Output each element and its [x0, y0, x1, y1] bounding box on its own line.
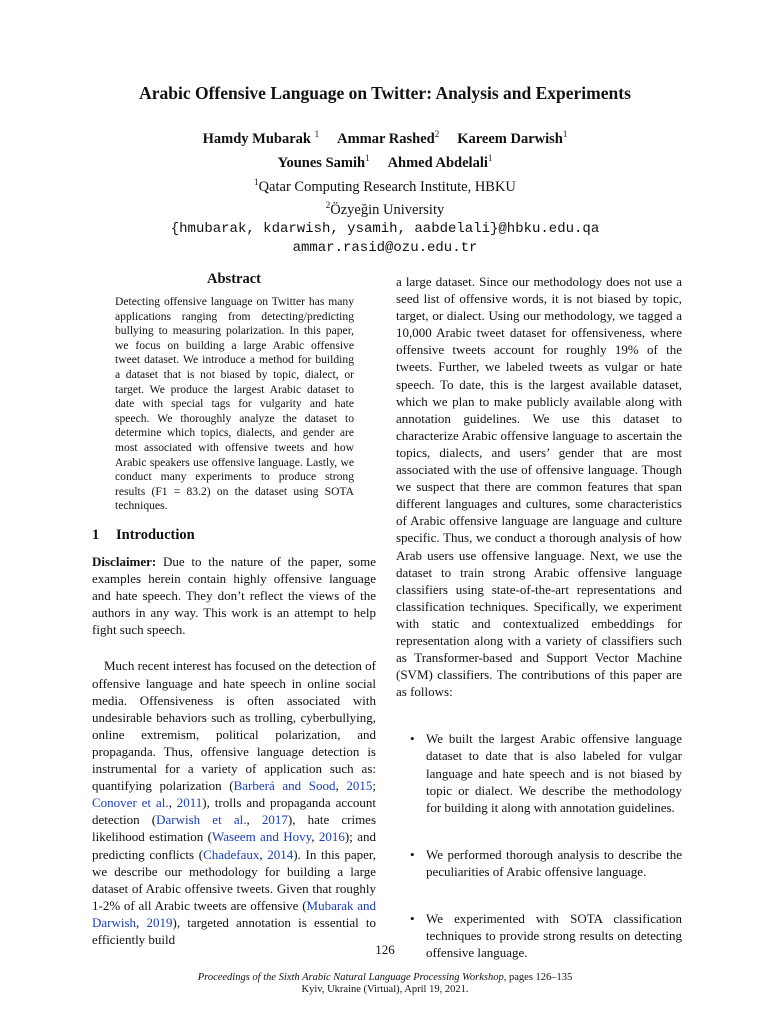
- author-name: Kareem Darwish: [457, 130, 563, 147]
- venue-title: Proceedings of the Sixth Arabic Natural Language Processing Workshop: [197, 972, 504, 983]
- venue-pages: , pages 126–135: [503, 972, 573, 983]
- paragraph-text: ). In this paper, we describe our methodology for building a large dataset of Arabic offensive tweets. Given that roughly 1-2% of all Arabic tweets are offensive (: [92, 846, 376, 913]
- list-item-text: We experimented with SOTA classification techniques to provide strong results on detecting offensive language.: [426, 911, 682, 961]
- list-item: [396, 846, 682, 880]
- author-name: Ahmed Abdelali: [387, 154, 488, 171]
- author-name: Younes Samih: [277, 154, 366, 171]
- affiliation-mark: 1: [254, 176, 259, 187]
- list-item-text: We built the largest Arabic offensive language dataset to date that is also labeled for vulgar language and hate speech and is not biased by topic or dialect. We describe the methodology for building it along with annotation guidelines.: [426, 731, 682, 815]
- paragraph-text: ,: [335, 778, 347, 794]
- email-line-1: {hmubarak, kdarwish, ysamih, aabdelali}@hbku.edu.qa: [170, 221, 600, 238]
- disclaimer-paragraph: [92, 553, 376, 638]
- paragraph-text: ,: [136, 914, 147, 930]
- author-name: Ammar Rashed: [337, 130, 435, 147]
- footer-line-1: [0, 972, 770, 984]
- email-line-2: ammar.rasid@ozu.edu.tr: [292, 240, 478, 257]
- bullet-icon: •: [410, 911, 415, 926]
- citation-link[interactable]: Barberá and Sood: [233, 778, 336, 794]
- affiliation-mark: 1: [365, 152, 370, 163]
- list-item: [396, 730, 682, 815]
- disclaimer-label: Disclaimer:: [92, 554, 157, 569]
- paragraph-text: ,: [246, 812, 262, 828]
- affiliation-2: [0, 196, 770, 220]
- footer-location: Kyiv, Ukraine (Virtual), April 19, 2021.: [301, 984, 469, 995]
- paragraph-text: ;: [372, 778, 376, 794]
- citation-link[interactable]: Conover et al.: [92, 795, 169, 811]
- author-row-1: [0, 125, 770, 149]
- intro-paragraph-2: a large dataset. Since our methodology does not use a seed list of offensive words, it is not biased by topic, target, or dialect. Using our methodology, we tagged a 10,000 Arabic tweet dataset for offensiveness, where offensive tweets account for roughly 19% of the tweets. Further, we labeled tweets as vulgar or hate speech. To date, this is the largest available dataset, which we plan to make publicly available along with annotation guidelines. We use this dataset to characterize Arabic offensive language to ascertain the topics, dialects, and users’ gender that are most associated with the use of offensive language. Though we suspect that there are common features that span different languages and cultures, some characteristics of Arabic offensive language are language and culture specific. Thus, we conduct a thorough analysis of how Arab users use offensive language. Next, we use the dataset to train strong Arabic offensive language classifiers using state-of-the-art representations and classification techniques. Specifically, we experiment with static and contextualized embeddings for representation along with a variety of classifiers such as Transformer-based and Support Vector Machine (SVM) classifiers. The contributions of this paper are as follows:: [396, 274, 682, 700]
- citation-link[interactable]: 2014: [267, 846, 294, 862]
- paragraph-text: ), hate crimes likelihood estimation (: [92, 812, 377, 845]
- section-heading: [92, 527, 195, 544]
- paragraph-text: ,: [259, 846, 268, 862]
- author-block: [0, 125, 770, 258]
- citation-link[interactable]: 2016: [318, 829, 345, 845]
- section-number: 1: [92, 527, 100, 543]
- affiliation-mark: 1: [562, 129, 568, 139]
- intro-paragraph-1: [92, 657, 376, 948]
- citation-link[interactable]: Darwish et al.: [156, 812, 247, 828]
- citation-link[interactable]: Mubarak and Darwish: [92, 897, 376, 930]
- paragraph-text: Much recent interest has focused on the detection of offensive language and hate speech in online social media. Offensiveness is often associated with undesirable behaviors such as trolling, cyberbullying, online extremism, political polarization, and propaganda. Thus, offensive language detection is instrumental for a variety of application such as: quantifying polarization (: [92, 658, 376, 794]
- right-column-body: [396, 273, 682, 961]
- paragraph-text: ,: [311, 829, 319, 845]
- citation-link[interactable]: 2011: [176, 795, 203, 811]
- author-row-2: [0, 149, 770, 173]
- citation-link[interactable]: Chadefaux: [203, 846, 260, 862]
- citation-link[interactable]: Waseem and Hovy: [211, 829, 312, 845]
- paper-title: Arabic Offensive Language on Twitter: Analysis and Experiments: [139, 83, 631, 103]
- page-footer: [0, 972, 770, 996]
- affiliation-text: Özyeğin University: [330, 202, 445, 219]
- bullet-icon: •: [410, 731, 415, 747]
- citation-link[interactable]: 2017: [261, 812, 288, 828]
- citation-link[interactable]: 2015: [346, 778, 373, 794]
- disclaimer-text: Due to the nature of the paper, some examples herein contain highly offensive language and hate speech. They don’t reflect the views of the authors in any way. This work is an attempt to help fight such speech.: [92, 554, 376, 638]
- paragraph-text: ), targeted annotation is essential to efficiently build: [92, 914, 376, 947]
- paragraph-text: ), trolls and propaganda account detection (: [92, 795, 377, 828]
- paragraph-text: ,: [168, 795, 177, 811]
- page-number: 126: [375, 942, 395, 957]
- affiliation-text: Qatar Computing Research Institute, HBKU: [258, 178, 516, 195]
- abstract-heading: Abstract: [207, 271, 261, 287]
- citation-link[interactable]: 2019: [146, 914, 173, 930]
- author-name: Hamdy Mubarak: [202, 130, 311, 147]
- affiliation-mark: 2: [434, 129, 440, 139]
- section-title: Introduction: [116, 527, 195, 543]
- paragraph-text: ); and predicting conflicts (: [92, 829, 376, 862]
- affiliation-mark: 2: [325, 200, 331, 211]
- list-item-text: We performed thorough analysis to describe the peculiarities of Arabic offensive language.: [426, 846, 682, 879]
- affiliation-mark: 1: [487, 152, 493, 163]
- affiliation-1: [0, 173, 770, 197]
- contribution-list: [396, 730, 682, 961]
- bullet-icon: •: [410, 846, 415, 862]
- affiliation-mark: 1: [314, 129, 320, 139]
- abstract-text: Detecting offensive language on Twitter has many applications ranging from detecting/predicting bullying to measuring polarization. In this paper, we focus on building a large Arabic offensive tweet dataset. We introduce a method for building a dataset that is not biased by topic, dialect, or target. We produce the largest Arabic dataset to date with special tags for vulgarity and hate speech. We thoroughly analyze the dataset to determine which topics, dialects, and gender are most associated with offensive tweets and how Arabic speakers use offensive language. Lastly, we conduct many experiments to produce strong results (F1 = 83.2) on the dataset using SOTA techniques.: [115, 295, 354, 513]
- left-column-body: [92, 553, 376, 948]
